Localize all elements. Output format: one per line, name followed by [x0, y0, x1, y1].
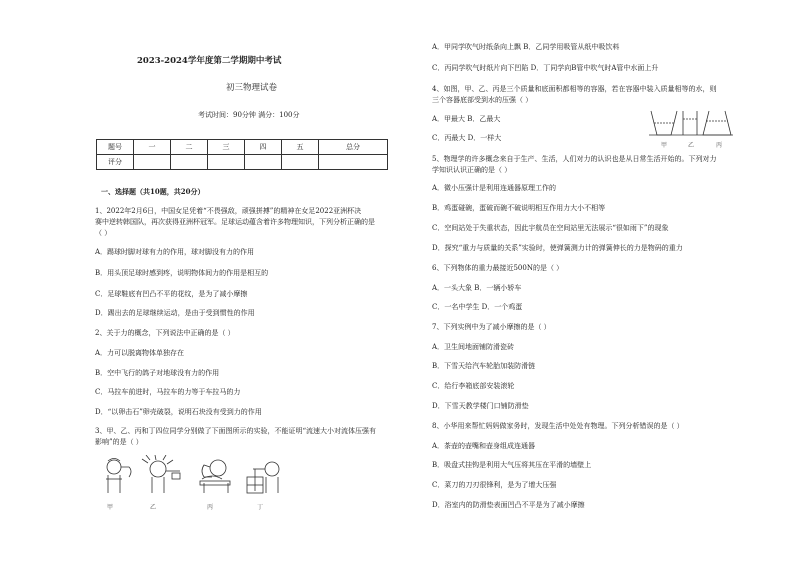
option-a: A．踢球时脚对球有力的作用，球对脚没有力的作用 — [95, 248, 255, 256]
figure-label: 丙 — [716, 142, 723, 149]
score-cell: 五 — [282, 140, 319, 155]
option-d: D．下雪天教学楼门口铺防滑垫 — [432, 402, 529, 410]
score-cell: 题号 — [97, 140, 134, 155]
question-5-stem: 5、物理学的许多概念来自于生产、生活，人们对力的认识也是从日常生活开始的。下列对力 — [432, 155, 717, 163]
score-cell: 四 — [245, 140, 282, 155]
option-a: A．卫生间地面铺防滑瓷砖 — [432, 343, 515, 351]
option-b: B．下雪天给汽车轮胎加装防滑链 — [432, 362, 536, 370]
score-cell: 三 — [208, 140, 245, 155]
score-input-cell[interactable] — [319, 155, 388, 170]
option-d: D．“以卵击石”卵壳破裂，说明石块没有受到力的作用 — [95, 408, 262, 416]
option-b: B．用头顶足球时感到疼，说明物体间力的作用是相互的 — [95, 269, 269, 277]
option-cd: C．丙最大 D．一样大 — [432, 134, 502, 142]
question-3-stem: 影响”的是（ ） — [95, 438, 143, 446]
figure-yi — [142, 455, 180, 493]
figure-label: 甲 — [661, 142, 668, 149]
question-4-stem: 三个容器底部受到水的压强（ ） — [432, 96, 533, 104]
question-4-figure — [647, 107, 735, 141]
score-cell: 二 — [171, 140, 208, 155]
score-table-header-row — [97, 140, 388, 155]
option-ab: A．一头大象 B．一辆小轿车 — [432, 284, 522, 292]
option-b: B．鸡蛋碰碗，蛋破而碗不破说明相互作用力大小不相等 — [432, 204, 606, 212]
option-b: B．吸盘式挂钩是利用大气压将其压在平滑的墙壁上 — [432, 461, 592, 469]
question-7-stem: 7、下列实例中为了减小摩擦的是（ ） — [432, 323, 551, 331]
option-c: C．给行李箱底部安装滚轮 — [432, 382, 515, 390]
option-d: D．探究“重力与质量的关系”实验时，使弹簧测力计的弹簧伸长的力是物码的重力 — [432, 244, 683, 252]
figure-label: 丙 — [207, 504, 214, 511]
section-heading: 一、选择题（共10题，共20分） — [101, 187, 205, 196]
figure-jia — [106, 459, 131, 494]
question-8-stem: 8、小华用来帮忙妈妈做家务时，发现生活中处处有物理。下列分析错误的是（ ） — [432, 422, 684, 430]
figure-label: 甲 — [107, 504, 114, 511]
question-1-stem: 1、2022年2月6日，中国女足凭着“不畏强敌，顽强拼搏”的精神在女足2022亚洲杯决 — [95, 207, 362, 215]
exam-subtitle: 初三物理试卷 — [226, 83, 278, 93]
figure-label: 乙 — [150, 504, 157, 511]
score-row-label: 评分 — [97, 155, 134, 170]
option-b: B．空中飞行的鸽子对地球没有力的作用 — [95, 369, 220, 377]
figure-bing — [200, 460, 230, 493]
score-input-cell[interactable] — [245, 155, 282, 170]
question-1-stem: 赛中逆转韩国队，再次获得亚洲杯冠军。足球运动蕴含着许多物理知识，下列分析正确的是 — [95, 218, 375, 226]
score-table — [96, 139, 388, 170]
question-1-stem: （ ） — [95, 229, 112, 237]
score-input-cell[interactable] — [208, 155, 245, 170]
question-2-stem: 2、关于力的概念，下列说法中正确的是（ ） — [95, 329, 235, 337]
option-d: D．浴室内的防滑垫表面凹凸不平是为了减小摩擦 — [432, 501, 585, 509]
score-cell: 总分 — [319, 140, 388, 155]
option-ab: A．甲最大 B．乙最大 — [432, 115, 501, 123]
option-a: A．力可以脱离物体单独存在 — [95, 349, 185, 357]
exam-title: 2023-2024学年度第二学期期中考试 — [137, 56, 282, 66]
score-table-score-row — [97, 155, 388, 170]
question-6-stem: 6、下列物体的重力最接近500N的是（ ） — [432, 264, 564, 272]
option-ab: A．甲同学吹气时纸条向上飘 B．乙同学用吸管从纸中吸饮料 — [432, 43, 620, 51]
option-c: C．菜刀的刀刃很锋利，是为了增大压强 — [432, 481, 557, 489]
score-input-cell[interactable] — [134, 155, 171, 170]
option-c: C．马拉车前进时，马拉车的力等于车拉马的力 — [95, 388, 241, 396]
option-c: C．足球鞋底有凹凸不平的花纹，是为了减小摩擦 — [95, 290, 248, 298]
score-input-cell[interactable] — [282, 155, 319, 170]
score-cell: 一 — [134, 140, 171, 155]
question-4-stem: 4、如图，甲、乙、丙是三个质量和底面积都相等的容器，若在容器中装入质量相等的水，则 — [432, 85, 717, 93]
option-d: D．踢出去的足球继续运动，是由于受到惯性的作用 — [95, 309, 255, 317]
question-3-figure — [100, 455, 300, 503]
question-3-stem: 3、甲、乙、丙和丁四位同学分别做了下面图所示的实验，不能证明“流速大小对流体压强有 — [95, 427, 377, 435]
score-input-cell[interactable] — [171, 155, 208, 170]
option-cd: C．一名中学生 D．一个鸡蛋 — [432, 303, 523, 311]
exam-info: 考试时间：90分钟 满分：100分 — [198, 111, 300, 119]
option-a: A．茶壶的壶嘴和壶身组成连通器 — [432, 442, 536, 450]
question-5-stem: 学知识认识正确的是（ ） — [432, 166, 512, 174]
option-a: A．微小压强计是利用连通器原理工作的 — [432, 184, 557, 192]
container-yi — [683, 111, 697, 135]
container-bing — [703, 111, 731, 135]
figure-ding — [247, 462, 279, 493]
option-c: C．空间站处于失重状态，因此宇航员在空间站里无法展示“很如雨下”的现象 — [432, 224, 669, 232]
option-cd: C．丙同学吹气时纸片向下凹陷 D．丁同学向B管中吹气时A管中水面上升 — [432, 64, 659, 72]
figure-label: 乙 — [688, 142, 695, 149]
figure-label: 丁 — [257, 504, 264, 511]
